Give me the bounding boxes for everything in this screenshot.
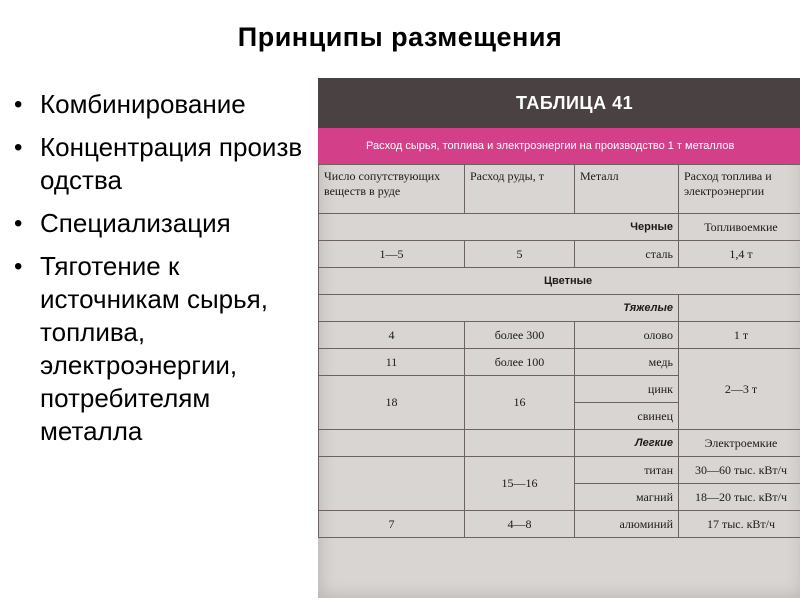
table-row [319,457,800,484]
table-cell: медь [575,349,679,376]
table-cell: более 300 [465,322,575,349]
table-cell: титан [575,457,679,484]
table-cell [465,430,575,457]
table-cell: 30—60 тыс. кВт/ч [679,457,800,484]
section-black-label: Черные [319,214,679,241]
bullet-text: Специализация [40,208,231,238]
table-cell: свинец [575,403,679,430]
table-cell: олово [575,322,679,349]
table-cell: 15—16 [465,457,575,511]
bullet-text: Концентрация производства [40,132,303,195]
table-cell [679,295,800,322]
bullet-item [10,207,310,240]
table-cell: сталь [575,241,679,268]
light-label: Легкие [575,430,679,457]
metal-consumption-table [318,164,800,538]
bullet-item [10,250,310,448]
table-cell: 2—3 т [679,349,800,430]
table-row [319,322,800,349]
table-heading: ТАБЛИЦА 41 [318,78,800,128]
bullet-item [10,88,310,121]
table-row [319,349,800,376]
table-cell: 16 [465,376,575,430]
column-header: Расход руды, т [465,165,575,214]
table-cell: 4 [319,322,465,349]
bullet-text: Тяготение к источникам сырья, топлива, электроэнергии, потребителям металла [40,251,268,446]
table-cell: цинк [575,376,679,403]
table-row [319,268,800,295]
table-cell: 17 тыс. кВт/ч [679,511,800,538]
table-cell: 7 [319,511,465,538]
table-cell: 5 [465,241,575,268]
slide-title: Принципы размещения [237,22,563,52]
table-row [319,214,800,241]
table-cell: более 100 [465,349,575,376]
table-row [319,511,800,538]
bullet-item [10,131,310,197]
table-scan-image [318,78,800,598]
table-cell: магний [575,484,679,511]
heavy-label: Тяжелые [319,295,679,322]
column-header: Число сопутствующих веществ в руде [319,165,465,214]
table-cell: 1—5 [319,241,465,268]
table-caption: Расход сырья, топлива и электроэнергии на производство 1 т металлов [318,128,800,164]
table-row [319,241,800,268]
bullet-text: Комбинирование [40,89,246,119]
table-cell: 1 т [679,322,800,349]
table-header-row [319,165,800,214]
column-header: Металл [575,165,679,214]
section-color-label: Цветные [319,268,800,295]
bullet-list [10,88,310,458]
black-type-label: Топливоемкие [679,214,800,241]
table-cell: 4—8 [465,511,575,538]
table-row [319,295,800,322]
column-header: Расход топлива и электроэнергии [679,165,800,214]
table-cell [319,430,465,457]
table-cell: 18 [319,376,465,430]
table-cell: 18—20 тыс. кВт/ч [679,484,800,511]
table-row [319,430,800,457]
light-type-label: Электроемкие [679,430,800,457]
table-cell [319,457,465,511]
table-cell: 1,4 т [679,241,800,268]
table-cell: алюминий [575,511,679,538]
table-cell: 11 [319,349,465,376]
